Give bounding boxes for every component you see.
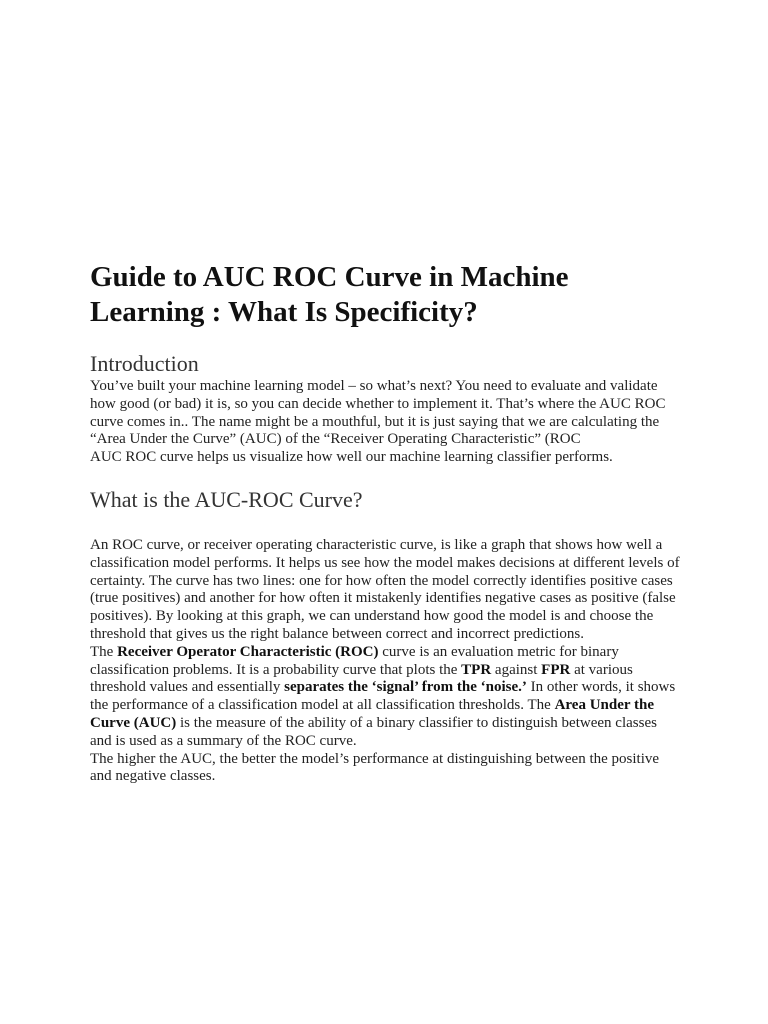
what-is-paragraph-2 — [90, 644, 680, 751]
introduction-heading: Introduction — [90, 351, 199, 376]
article-title: Guide to AUC ROC Curve in Machine Learning : What Is Specificity? — [90, 261, 569, 328]
p2-bold-roc: Receiver Operator Characteristic (ROC) — [117, 643, 379, 660]
article — [90, 260, 680, 786]
what-is-heading: What is the AUC-ROC Curve? — [90, 486, 363, 512]
p2-bold-tpr: TPR — [461, 661, 492, 678]
what-is-paragraph-3: The higher the AUC, the better the model’s performance at distinguishing between the positive and negative classes. — [90, 750, 660, 785]
p2-text-4: at various threshold values and essentially — [90, 661, 633, 696]
what-is-paragraph-1: An ROC curve, or receiver operating characteristic curve, is like a graph that shows how well a classification model performs. It helps us see how the model makes decisions at different levels of certainty. The curve has two lines: one for how often the model correctly identifies positive cases (true positives) and another for how often it mistakenly identifies negative cases as positive (false positives). By looking at this graph, we can understand how good the model is and choose the threshold that gives us the right balance between correct and incorrect predictions. — [90, 536, 680, 642]
p2-bold-fpr: FPR — [541, 661, 571, 678]
p2-bold-signal: separates the ‘signal’ from the ‘noise.’ — [284, 679, 527, 696]
p2-text-2: curve is an evaluation metric for binary classification problems. It is a probability curve that plots the — [90, 643, 619, 678]
introduction-paragraph — [90, 378, 680, 467]
introduction-text-continued: AUC ROC curve helps us visualize how well our machine learning classifier performs. — [90, 449, 613, 466]
p2-text-5: In other words, it shows the performance of a classification model at all classification thresholds. The — [90, 679, 676, 714]
p2-bold-auc: Area Under the Curve (AUC) — [90, 697, 654, 731]
p2-text-3: against — [491, 661, 542, 678]
introduction-text: You’ve built your machine learning model – so what’s next? You need to evaluate and validate how good (or bad) it is, so you can decide whether to implement it. That’s where the AUC ROC curve comes in.. The name might be a mouthful, but it is just saying that we are calculating the “Area Under the Curve” (AUC) of the “Receiver Operating Characteristic” (ROC — [90, 378, 666, 448]
p2-text-1: The — [90, 643, 118, 660]
p2-text-6: is the measure of the ability of a binary classifier to distinguish between classes and is used as a summary of the ROC curve. — [90, 714, 657, 749]
